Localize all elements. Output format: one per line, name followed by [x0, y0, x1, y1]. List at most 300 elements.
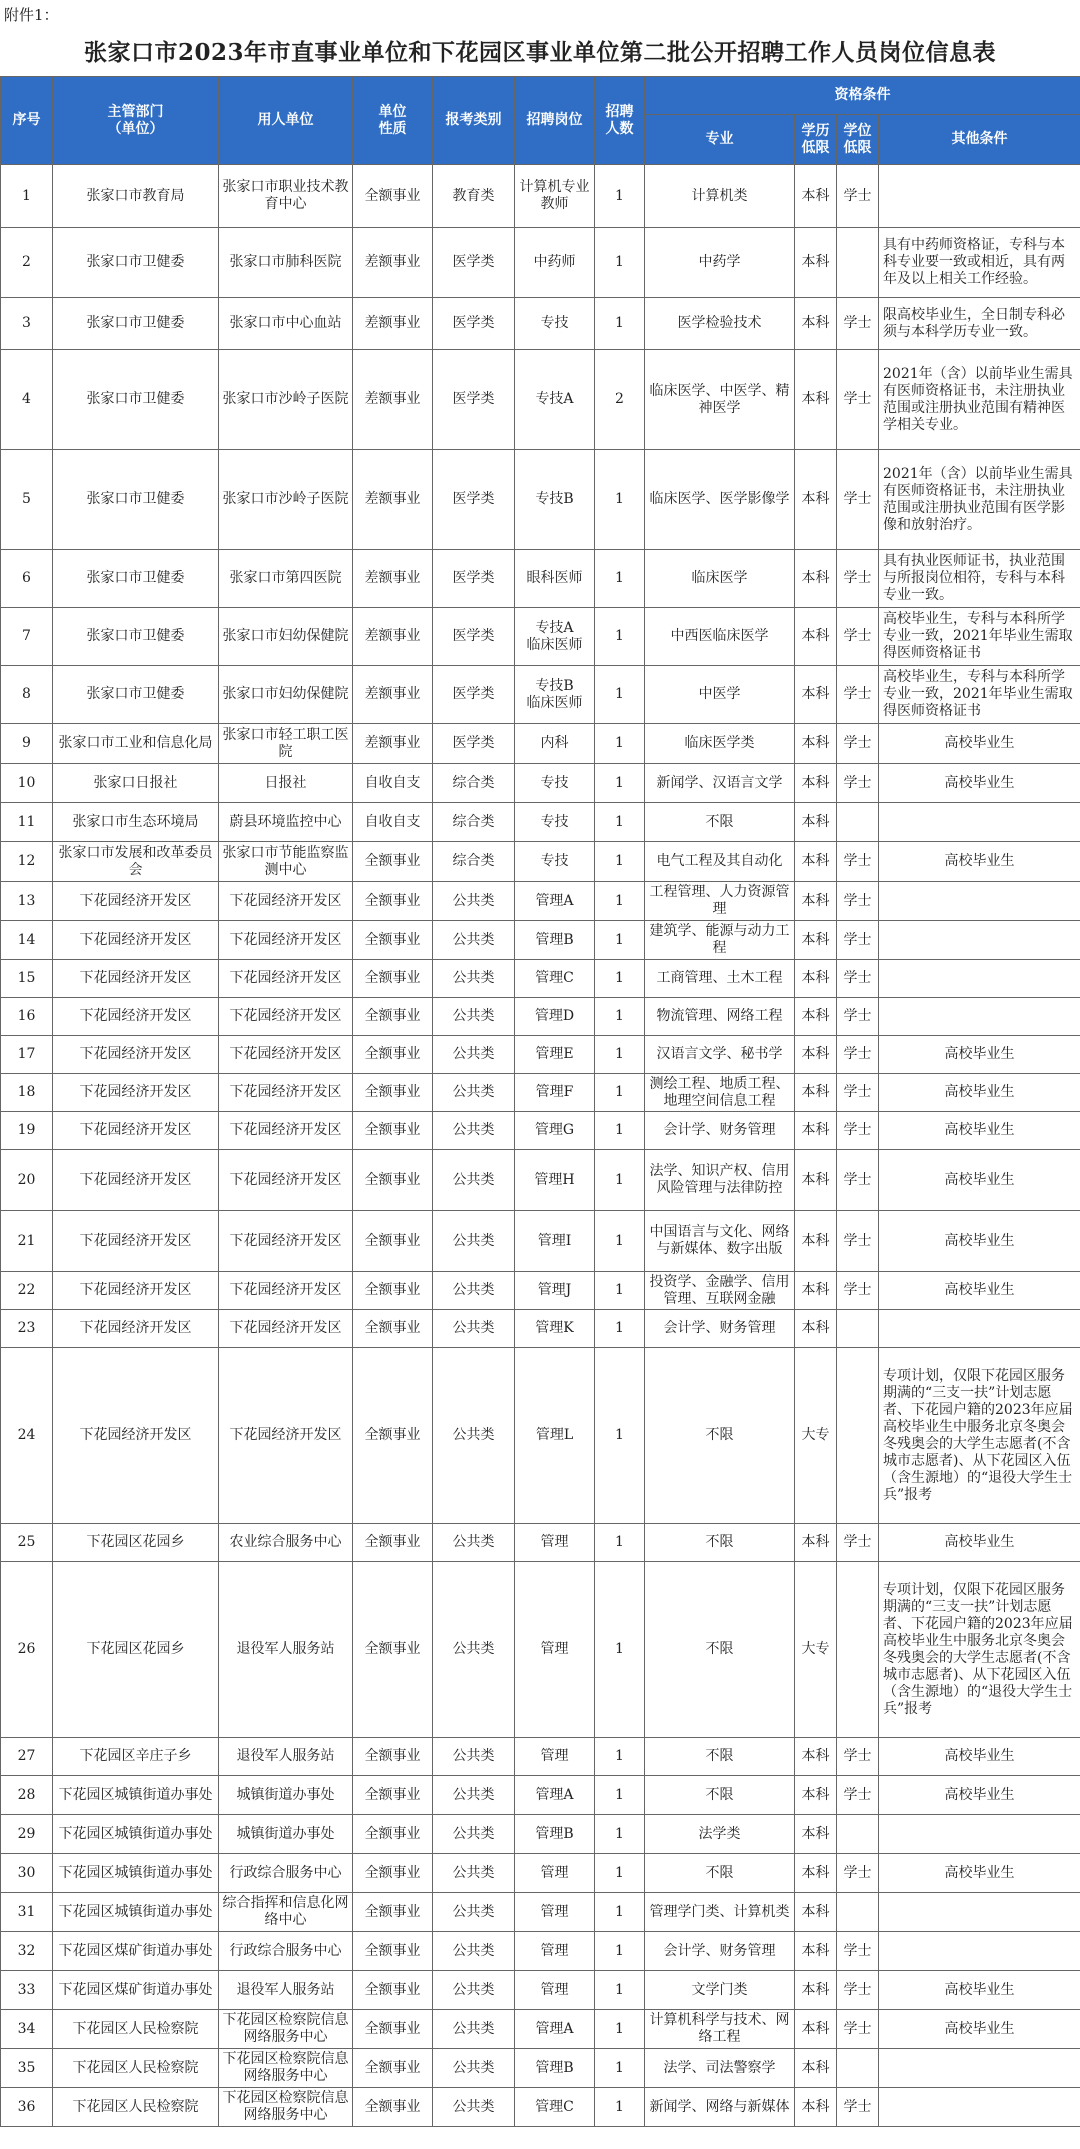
cell-unit: 下花园经济开发区	[219, 1348, 353, 1524]
cell-count: 1	[595, 608, 645, 666]
cell-count: 1	[595, 1112, 645, 1150]
cell-count: 1	[595, 921, 645, 960]
cell-category: 医学类	[433, 450, 515, 550]
table-row	[1, 882, 1080, 921]
cell-count: 1	[595, 1150, 645, 1211]
cell-education: 本科	[795, 803, 837, 842]
cell-no: 31	[1, 1893, 53, 1932]
cell-other: 高校毕业生	[879, 2010, 1080, 2049]
cell-degree: 学士	[837, 724, 879, 764]
cell-nature: 全额事业	[353, 165, 433, 228]
cell-nature: 全额事业	[353, 1854, 433, 1893]
cell-other: 高校毕业生，专科与本科所学专业一致，2021年毕业生需取得医师资格证书	[879, 666, 1080, 724]
cell-dept: 张家口市卫健委	[53, 550, 219, 608]
cell-degree: 学士	[837, 450, 879, 550]
cell-other: 具有执业医师证书，执业范围与所报岗位相符，专科与本科专业一致。	[879, 550, 1080, 608]
cell-count: 1	[595, 998, 645, 1036]
cell-degree: 学士	[837, 882, 879, 921]
cell-position: 专技A 临床医师	[515, 608, 595, 666]
cell-education: 本科	[795, 2088, 837, 2127]
cell-nature: 全额事业	[353, 1211, 433, 1272]
cell-education: 本科	[795, 1932, 837, 1971]
table-row	[1, 2010, 1080, 2049]
cell-position: 管理F	[515, 1074, 595, 1112]
cell-unit: 退役军人服务站	[219, 1971, 353, 2010]
cell-unit: 退役军人服务站	[219, 1562, 353, 1738]
header-degree	[837, 115, 879, 165]
cell-major: 物流管理、网络工程	[645, 998, 795, 1036]
cell-count: 1	[595, 2010, 645, 2049]
cell-major: 医学检验技术	[645, 298, 795, 350]
cell-education: 本科	[795, 1815, 837, 1854]
cell-unit: 张家口市妇幼保健院	[219, 666, 353, 724]
cell-position: 管理A	[515, 1776, 595, 1815]
cell-dept: 下花园经济开发区	[53, 1074, 219, 1112]
cell-no: 12	[1, 842, 53, 882]
header-no: 序号	[1, 77, 53, 165]
cell-no: 5	[1, 450, 53, 550]
cell-category: 医学类	[433, 298, 515, 350]
cell-education: 本科	[795, 350, 837, 450]
cell-other	[879, 882, 1080, 921]
cell-no: 9	[1, 724, 53, 764]
table-row	[1, 724, 1080, 764]
cell-category: 公共类	[433, 1272, 515, 1310]
cell-count: 1	[595, 1211, 645, 1272]
table-row	[1, 1524, 1080, 1562]
cell-degree	[837, 2049, 879, 2088]
cell-no: 34	[1, 2010, 53, 2049]
cell-category: 综合类	[433, 764, 515, 803]
cell-no: 36	[1, 2088, 53, 2127]
cell-degree: 学士	[837, 1854, 879, 1893]
cell-other: 高校毕业生	[879, 1776, 1080, 1815]
cell-count: 1	[595, 1348, 645, 1524]
cell-no: 13	[1, 882, 53, 921]
cell-dept: 下花园经济开发区	[53, 960, 219, 998]
cell-education: 本科	[795, 1854, 837, 1893]
cell-education: 本科	[795, 2049, 837, 2088]
cell-other: 具有中药师资格证，专科与本科专业要一致或相近，具有两年及以上相关工作经验。	[879, 228, 1080, 298]
cell-degree: 学士	[837, 1776, 879, 1815]
cell-unit: 下花园区检察院信息网络服务中心	[219, 2088, 353, 2127]
cell-major: 计算机类	[645, 165, 795, 228]
cell-other	[879, 960, 1080, 998]
cell-other: 高校毕业生	[879, 1150, 1080, 1211]
cell-nature: 差额事业	[353, 666, 433, 724]
cell-degree: 学士	[837, 960, 879, 998]
cell-count: 1	[595, 724, 645, 764]
cell-nature: 差额事业	[353, 450, 433, 550]
cell-education: 本科	[795, 1776, 837, 1815]
table-row	[1, 228, 1080, 298]
table-row	[1, 1815, 1080, 1854]
cell-unit: 下花园经济开发区	[219, 1112, 353, 1150]
cell-position: 专技	[515, 842, 595, 882]
cell-dept: 下花园区城镇街道办事处	[53, 1893, 219, 1932]
cell-education: 本科	[795, 298, 837, 350]
cell-other: 限高校毕业生，全日制专科必须与本科学历专业一致。	[879, 298, 1080, 350]
table-row	[1, 1562, 1080, 1738]
cell-dept: 下花园区辛庄子乡	[53, 1738, 219, 1776]
cell-count: 1	[595, 2088, 645, 2127]
cell-major: 会计学、财务管理	[645, 1932, 795, 1971]
cell-degree: 学士	[837, 921, 879, 960]
positions-table	[0, 76, 1080, 2127]
header-count	[595, 77, 645, 165]
cell-no: 22	[1, 1272, 53, 1310]
cell-education: 本科	[795, 608, 837, 666]
cell-position: 内科	[515, 724, 595, 764]
cell-position: 管理K	[515, 1310, 595, 1348]
cell-unit: 张家口市肺科医院	[219, 228, 353, 298]
cell-category: 公共类	[433, 1776, 515, 1815]
cell-other	[879, 1893, 1080, 1932]
table-row	[1, 165, 1080, 228]
cell-unit: 张家口市节能监察监测中心	[219, 842, 353, 882]
table-row	[1, 350, 1080, 450]
cell-education: 本科	[795, 228, 837, 298]
cell-unit: 下花园经济开发区	[219, 1310, 353, 1348]
table-row	[1, 1150, 1080, 1211]
cell-education: 本科	[795, 1074, 837, 1112]
cell-other: 高校毕业生	[879, 1036, 1080, 1074]
cell-unit: 张家口市中心血站	[219, 298, 353, 350]
cell-degree	[837, 228, 879, 298]
cell-major: 不限	[645, 803, 795, 842]
cell-major: 法学、司法警察学	[645, 2049, 795, 2088]
cell-category: 公共类	[433, 1348, 515, 1524]
cell-dept: 下花园区煤矿街道办事处	[53, 1971, 219, 2010]
table-row	[1, 960, 1080, 998]
cell-dept: 下花园区城镇街道办事处	[53, 1776, 219, 1815]
cell-major: 临床医学、医学影像学	[645, 450, 795, 550]
cell-degree	[837, 1815, 879, 1854]
header-degree-text: 学位 低限	[843, 122, 872, 156]
cell-major: 工程管理、人力资源管理	[645, 882, 795, 921]
cell-dept: 下花园经济开发区	[53, 1310, 219, 1348]
cell-education: 大专	[795, 1562, 837, 1738]
cell-position: 管理B	[515, 1815, 595, 1854]
table-row	[1, 1310, 1080, 1348]
cell-count: 2	[595, 350, 645, 450]
cell-degree: 学士	[837, 165, 879, 228]
cell-education: 本科	[795, 1738, 837, 1776]
cell-other: 高校毕业生	[879, 1738, 1080, 1776]
cell-category: 公共类	[433, 1815, 515, 1854]
cell-degree: 学士	[837, 550, 879, 608]
cell-major: 不限	[645, 1738, 795, 1776]
cell-other	[879, 998, 1080, 1036]
cell-other: 专项计划，仅限下花园区服务期满的“三支一扶”计划志愿者、下花园户籍的2023年应届高校毕业生中服务北京冬奥会冬残奥会的大学生志愿者(不含城市志愿者)、从下花园区入伍（含生源地）的“退役大学生士兵”报考	[879, 1348, 1080, 1524]
cell-count: 1	[595, 1932, 645, 1971]
cell-no: 6	[1, 550, 53, 608]
cell-unit: 退役军人服务站	[219, 1738, 353, 1776]
table-row	[1, 450, 1080, 550]
cell-no: 1	[1, 165, 53, 228]
cell-no: 2	[1, 228, 53, 298]
cell-no: 23	[1, 1310, 53, 1348]
cell-dept: 下花园区人民检察院	[53, 2088, 219, 2127]
cell-major: 测绘工程、地质工程、地理空间信息工程	[645, 1074, 795, 1112]
cell-no: 19	[1, 1112, 53, 1150]
cell-category: 公共类	[433, 1112, 515, 1150]
cell-position: 管理B	[515, 2049, 595, 2088]
cell-count: 1	[595, 1776, 645, 1815]
cell-degree: 学士	[837, 1524, 879, 1562]
table-row	[1, 1074, 1080, 1112]
cell-dept: 张家口市卫健委	[53, 350, 219, 450]
cell-education: 本科	[795, 764, 837, 803]
cell-dept: 下花园经济开发区	[53, 1150, 219, 1211]
cell-major: 不限	[645, 1524, 795, 1562]
cell-education: 本科	[795, 842, 837, 882]
cell-degree: 学士	[837, 998, 879, 1036]
cell-position: 中药师	[515, 228, 595, 298]
cell-position: 计算机专业教师	[515, 165, 595, 228]
cell-dept: 张家口市发展和改革委员会	[53, 842, 219, 882]
cell-count: 1	[595, 1971, 645, 2010]
cell-other: 高校毕业生	[879, 724, 1080, 764]
cell-nature: 全额事业	[353, 1150, 433, 1211]
cell-unit: 张家口市沙岭子医院	[219, 350, 353, 450]
cell-dept: 下花园区煤矿街道办事处	[53, 1932, 219, 1971]
cell-major: 计算机科学与技术、网络工程	[645, 2010, 795, 2049]
cell-other: 高校毕业生	[879, 1074, 1080, 1112]
cell-education: 本科	[795, 724, 837, 764]
cell-degree: 学士	[837, 1112, 879, 1150]
cell-dept: 下花园经济开发区	[53, 1036, 219, 1074]
table-row	[1, 1348, 1080, 1524]
cell-degree: 学士	[837, 1971, 879, 2010]
cell-position: 管理	[515, 1854, 595, 1893]
cell-other: 高校毕业生，专科与本科所学专业一致，2021年毕业生需取得医师资格证书	[879, 608, 1080, 666]
cell-no: 27	[1, 1738, 53, 1776]
cell-education: 本科	[795, 998, 837, 1036]
cell-category: 公共类	[433, 882, 515, 921]
cell-nature: 全额事业	[353, 1348, 433, 1524]
table-row	[1, 803, 1080, 842]
cell-no: 10	[1, 764, 53, 803]
cell-dept: 下花园区人民检察院	[53, 2049, 219, 2088]
cell-count: 1	[595, 2049, 645, 2088]
cell-count: 1	[595, 882, 645, 921]
cell-category: 公共类	[433, 1932, 515, 1971]
page-title: 张家口市2023年市直事业单位和下花园区事业单位第二批公开招聘工作人员岗位信息表	[83, 39, 996, 66]
cell-other: 高校毕业生	[879, 764, 1080, 803]
cell-position: 专技	[515, 764, 595, 803]
cell-major: 汉语言文学、秘书学	[645, 1036, 795, 1074]
cell-category: 公共类	[433, 2088, 515, 2127]
cell-no: 26	[1, 1562, 53, 1738]
cell-position: 管理L	[515, 1348, 595, 1524]
cell-unit: 下花园经济开发区	[219, 1036, 353, 1074]
cell-nature: 差额事业	[353, 724, 433, 764]
cell-unit: 张家口市妇幼保健院	[219, 608, 353, 666]
cell-nature: 全额事业	[353, 1036, 433, 1074]
cell-no: 29	[1, 1815, 53, 1854]
header-category: 报考类别	[433, 77, 515, 165]
cell-count: 1	[595, 1310, 645, 1348]
cell-degree: 学士	[837, 1074, 879, 1112]
cell-nature: 全额事业	[353, 1524, 433, 1562]
cell-nature: 全额事业	[353, 1971, 433, 2010]
cell-unit: 行政综合服务中心	[219, 1854, 353, 1893]
cell-major: 管理学门类、计算机类	[645, 1893, 795, 1932]
cell-no: 20	[1, 1150, 53, 1211]
cell-degree	[837, 1562, 879, 1738]
header-education-text: 学历 低限	[801, 122, 830, 156]
cell-education: 本科	[795, 1112, 837, 1150]
cell-unit: 综合指挥和信息化网络中心	[219, 1893, 353, 1932]
cell-other	[879, 1310, 1080, 1348]
cell-unit: 城镇街道办事处	[219, 1776, 353, 1815]
cell-count: 1	[595, 960, 645, 998]
cell-nature: 自收自支	[353, 764, 433, 803]
cell-category: 公共类	[433, 1074, 515, 1112]
cell-category: 公共类	[433, 1971, 515, 2010]
header-other: 其他条件	[879, 115, 1080, 165]
cell-no: 4	[1, 350, 53, 450]
cell-dept: 张家口市工业和信息化局	[53, 724, 219, 764]
cell-no: 30	[1, 1854, 53, 1893]
cell-dept: 下花园区花园乡	[53, 1524, 219, 1562]
cell-other	[879, 1815, 1080, 1854]
cell-position: 专技B	[515, 450, 595, 550]
cell-education: 本科	[795, 1036, 837, 1074]
table-row	[1, 1893, 1080, 1932]
cell-nature: 全额事业	[353, 1310, 433, 1348]
cell-nature: 差额事业	[353, 298, 433, 350]
cell-other	[879, 165, 1080, 228]
cell-no: 3	[1, 298, 53, 350]
cell-nature: 全额事业	[353, 1112, 433, 1150]
cell-education: 本科	[795, 1272, 837, 1310]
cell-major: 临床医学类	[645, 724, 795, 764]
cell-education: 本科	[795, 666, 837, 724]
cell-category: 公共类	[433, 1036, 515, 1074]
cell-position: 管理J	[515, 1272, 595, 1310]
cell-other: 高校毕业生	[879, 1524, 1080, 1562]
cell-other: 2021年（含）以前毕业生需具有医师资格证书，未注册执业范围或注册执业范围有精神医学相关专业。	[879, 350, 1080, 450]
cell-education: 本科	[795, 1524, 837, 1562]
cell-education: 本科	[795, 1310, 837, 1348]
cell-category: 公共类	[433, 1893, 515, 1932]
cell-dept: 下花园区城镇街道办事处	[53, 1815, 219, 1854]
cell-position: 管理A	[515, 882, 595, 921]
cell-major: 中国语言与文化、网络与新媒体、数字出版	[645, 1211, 795, 1272]
cell-nature: 差额事业	[353, 608, 433, 666]
cell-major: 临床医学、中医学、精神医学	[645, 350, 795, 450]
table-row	[1, 1211, 1080, 1272]
cell-nature: 全额事业	[353, 1815, 433, 1854]
cell-count: 1	[595, 1074, 645, 1112]
cell-major: 临床医学	[645, 550, 795, 608]
cell-category: 医学类	[433, 350, 515, 450]
cell-count: 1	[595, 1815, 645, 1854]
table-row	[1, 298, 1080, 350]
cell-education: 本科	[795, 165, 837, 228]
cell-category: 医学类	[433, 550, 515, 608]
cell-unit: 行政综合服务中心	[219, 1932, 353, 1971]
header-qualifications: 资格条件	[645, 77, 1080, 115]
cell-count: 1	[595, 450, 645, 550]
cell-degree	[837, 1310, 879, 1348]
cell-other: 高校毕业生	[879, 1272, 1080, 1310]
cell-category: 公共类	[433, 921, 515, 960]
cell-no: 15	[1, 960, 53, 998]
cell-dept: 张家口日报社	[53, 764, 219, 803]
cell-degree: 学士	[837, 842, 879, 882]
cell-other	[879, 1932, 1080, 1971]
cell-nature: 全额事业	[353, 1272, 433, 1310]
cell-degree: 学士	[837, 350, 879, 450]
cell-no: 21	[1, 1211, 53, 1272]
cell-unit: 农业综合服务中心	[219, 1524, 353, 1562]
cell-nature: 全额事业	[353, 842, 433, 882]
cell-count: 1	[595, 1893, 645, 1932]
cell-unit: 下花园经济开发区	[219, 998, 353, 1036]
cell-nature: 全额事业	[353, 1893, 433, 1932]
cell-category: 公共类	[433, 960, 515, 998]
cell-category: 公共类	[433, 998, 515, 1036]
cell-category: 综合类	[433, 842, 515, 882]
cell-dept: 下花园区人民检察院	[53, 2010, 219, 2049]
header-dept	[53, 77, 219, 165]
cell-unit: 下花园经济开发区	[219, 960, 353, 998]
cell-education: 本科	[795, 882, 837, 921]
header-unit: 用人单位	[219, 77, 353, 165]
cell-position: 管理	[515, 1893, 595, 1932]
cell-no: 35	[1, 2049, 53, 2088]
cell-degree	[837, 1893, 879, 1932]
table-row	[1, 550, 1080, 608]
cell-major: 不限	[645, 1854, 795, 1893]
cell-count: 1	[595, 1036, 645, 1074]
cell-major: 法学、知识产权、信用风险管理与法律防控	[645, 1150, 795, 1211]
cell-nature: 全额事业	[353, 960, 433, 998]
cell-dept: 张家口市卫健委	[53, 228, 219, 298]
cell-no: 17	[1, 1036, 53, 1074]
cell-unit: 下花园经济开发区	[219, 882, 353, 921]
cell-other	[879, 803, 1080, 842]
cell-major: 不限	[645, 1562, 795, 1738]
cell-degree: 学士	[837, 2010, 879, 2049]
cell-dept: 下花园经济开发区	[53, 1272, 219, 1310]
cell-degree: 学士	[837, 1932, 879, 1971]
cell-dept: 张家口市卫健委	[53, 666, 219, 724]
cell-other: 专项计划，仅限下花园区服务期满的“三支一扶”计划志愿者、下花园户籍的2023年应届高校毕业生中服务北京冬奥会冬残奥会的大学生志愿者(不含城市志愿者)、从下花园区入伍（含生源地）的“退役大学生士兵”报考	[879, 1562, 1080, 1738]
cell-education: 本科	[795, 960, 837, 998]
table-row	[1, 1854, 1080, 1893]
cell-category: 医学类	[433, 666, 515, 724]
header-count-text: 招聘 人数	[605, 103, 634, 137]
cell-position: 管理	[515, 1524, 595, 1562]
cell-nature: 全额事业	[353, 1776, 433, 1815]
cell-dept: 下花园经济开发区	[53, 921, 219, 960]
cell-major: 工商管理、土木工程	[645, 960, 795, 998]
cell-unit: 张家口市沙岭子医院	[219, 450, 353, 550]
cell-other	[879, 2088, 1080, 2127]
cell-no: 7	[1, 608, 53, 666]
cell-major: 中药学	[645, 228, 795, 298]
table-body	[1, 165, 1080, 2127]
table-row	[1, 2088, 1080, 2127]
cell-category: 公共类	[433, 1310, 515, 1348]
cell-no: 14	[1, 921, 53, 960]
cell-degree: 学士	[837, 1036, 879, 1074]
cell-education: 本科	[795, 1893, 837, 1932]
